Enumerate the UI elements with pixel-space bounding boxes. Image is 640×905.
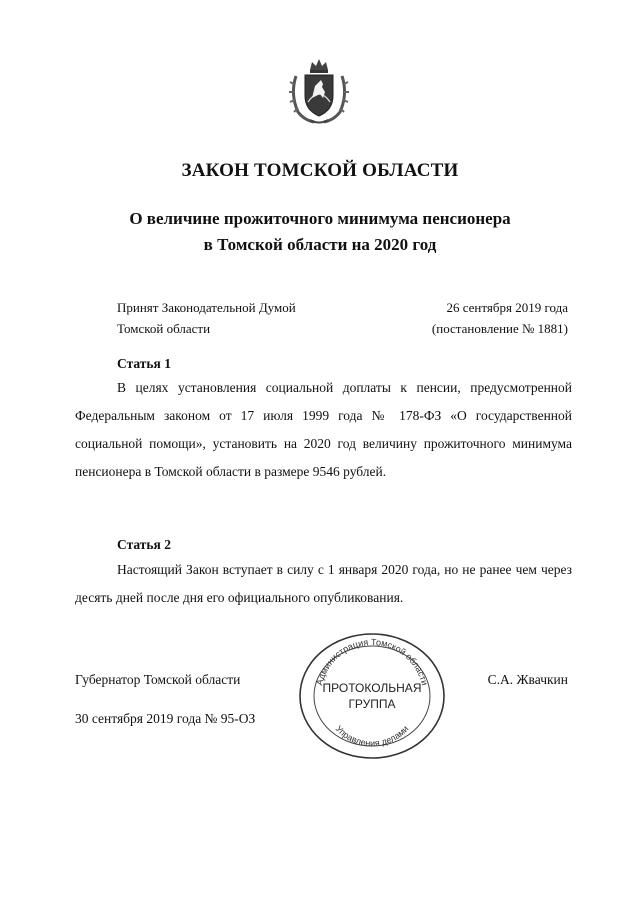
article-2-text: Настоящий Закон вступает в силу с 1 января 2020 года, но не ранее чем через десять дней после дня его официального опубликования.	[75, 562, 572, 605]
stamp-bottom-text: Управления делами	[333, 723, 411, 749]
adoption-date: 26 сентября 2019 года	[446, 300, 568, 315]
stamp-center-line-1: ПРОТОКОЛЬНАЯ	[322, 681, 422, 695]
article-2-heading: Статья 2	[117, 537, 171, 552]
stamp-center-line-2: ГРУППА	[348, 697, 396, 711]
article-1-heading: Статья 1	[117, 356, 171, 371]
coat-of-arms-icon	[288, 56, 350, 126]
resolution-number: (постановление № 1881)	[431, 321, 568, 336]
signing-date-number: 30 сентября 2019 года № 95-ОЗ	[75, 711, 256, 726]
official-stamp-icon	[297, 630, 447, 760]
law-title: ЗАКОН ТОМСКОЙ ОБЛАСТИ	[181, 160, 459, 181]
adopted-by	[117, 297, 296, 339]
adopted-by-line-1: Принят Законодательной Думой	[117, 300, 296, 315]
adoption-details	[432, 297, 568, 339]
stamp-ring-text: Администрация Томской области	[314, 636, 430, 687]
governor-name: С.А. Жвачкин	[487, 672, 568, 687]
law-subject-line-1: О величине прожиточного минимума пенсионера	[129, 209, 511, 228]
adopted-by-line-2: Томской области	[117, 321, 211, 336]
law-subject	[60, 206, 580, 258]
governor-title: Губернатор Томской области	[75, 672, 241, 687]
law-subject-line-2: в Томской области на 2020 год	[203, 235, 437, 254]
article-1-text: В целях установления социальной доплаты к пенсии, предусмотренной Федеральным законом от 17 июля 1999 года № 178-ФЗ «О государственной социальной помощи», установить на 2020 год величину прожиточного минимума пенсионера в Томской области в размере 9546 рублей.	[75, 380, 572, 479]
